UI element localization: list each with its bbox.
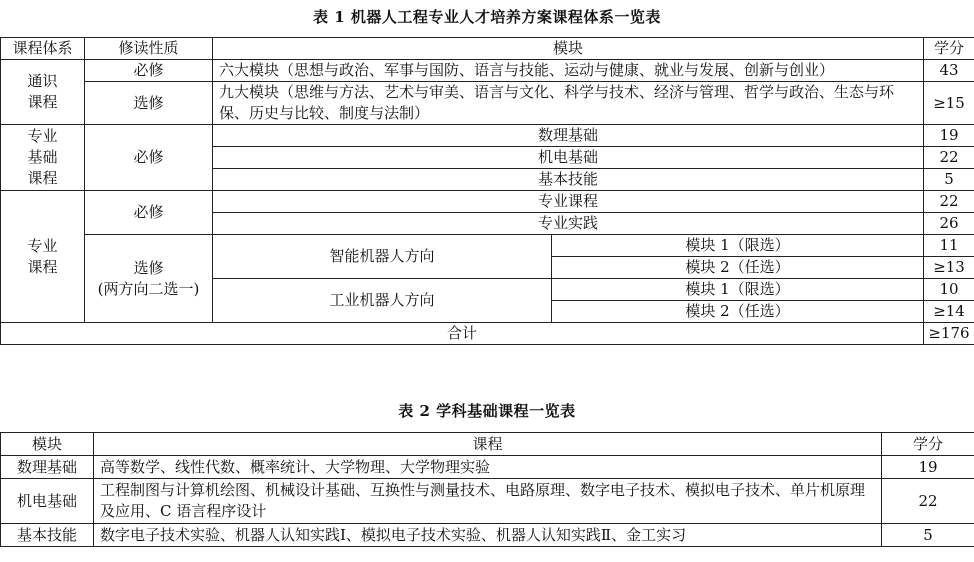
credit-cell: 19	[924, 125, 974, 147]
module-cell: 机电基础	[1, 479, 94, 524]
courses-cell: 高等数学、线性代数、概率统计、大学物理、大学物理实验	[94, 456, 882, 479]
credit-cell: ≥15	[924, 82, 974, 125]
table-row	[1, 479, 974, 524]
credit-cell: 5	[924, 169, 974, 191]
table-row	[1, 524, 974, 547]
total-credit: ≥176	[924, 323, 974, 345]
module-cell: 模块 2（任选）	[552, 301, 924, 323]
credit-cell: 22	[882, 479, 974, 524]
table-row	[1, 235, 974, 257]
foundation-courses-table	[0, 432, 974, 547]
table-row	[1, 191, 974, 213]
table-row	[1, 125, 974, 147]
module-cell: 专业实践	[213, 213, 924, 235]
credit-cell: 5	[882, 524, 974, 547]
credit-cell: 22	[924, 191, 974, 213]
module-cell: 九大模块（思维与方法、艺术与审美、语言与文化、科学与技术、经济与管理、哲学与政治、生态与环保、历史与比较、制度与法制）	[213, 82, 924, 125]
module-cell: 基本技能	[1, 524, 94, 547]
total-label: 合计	[1, 323, 924, 345]
credit-cell: 19	[882, 456, 974, 479]
header-courses: 课程	[94, 433, 882, 456]
direction-cell: 工业机器人方向	[213, 279, 552, 323]
courses-cell: 工程制图与计算机绘图、机械设计基础、互换性与测量技术、电路原理、数字电子技术、模拟电子技术、单片机原理及应用、C 语言程序设计	[94, 479, 882, 524]
module-cell: 数理基础	[1, 456, 94, 479]
table-row	[1, 456, 974, 479]
direction-cell: 智能机器人方向	[213, 235, 552, 279]
credit-cell: 10	[924, 279, 974, 301]
type-cell: 必修	[85, 191, 213, 235]
header-module: 模块	[213, 38, 924, 60]
credit-cell: 11	[924, 235, 974, 257]
courses-cell: 数字电子技术实验、机器人认知实践Ⅰ、模拟电子技术实验、机器人认知实践Ⅱ、金工实习	[94, 524, 882, 547]
module-cell: 专业课程	[213, 191, 924, 213]
module-cell: 模块 1（限选）	[552, 235, 924, 257]
credit-cell: 43	[924, 60, 974, 82]
module-cell: 基本技能	[213, 169, 924, 191]
table2-caption: 表 2 学科基础课程一览表	[398, 402, 576, 420]
type-cell: 必修	[85, 125, 213, 191]
module-cell: 机电基础	[213, 147, 924, 169]
module-cell: 数理基础	[213, 125, 924, 147]
header-system: 课程体系	[1, 38, 85, 60]
credit-cell: ≥13	[924, 257, 974, 279]
table1-caption: 表 1 机器人工程专业人才培养方案课程体系一览表	[313, 8, 661, 26]
credit-cell: 22	[924, 147, 974, 169]
module-cell: 模块 1（限选）	[552, 279, 924, 301]
total-row	[1, 323, 974, 345]
system-major: 专业 课程	[1, 191, 85, 323]
curriculum-system-table	[0, 37, 974, 345]
credit-cell: 26	[924, 213, 974, 235]
table-header-row	[1, 38, 974, 60]
header-credit: 学分	[882, 433, 974, 456]
system-general: 通识 课程	[1, 60, 85, 125]
table-row	[1, 82, 974, 125]
system-foundation: 专业 基础 课程	[1, 125, 85, 191]
module-cell: 六大模块（思想与政治、军事与国防、语言与技能、运动与健康、就业与发展、创新与创业）	[213, 60, 924, 82]
header-type: 修读性质	[85, 38, 213, 60]
header-module: 模块	[1, 433, 94, 456]
table-row	[1, 60, 974, 82]
module-cell: 模块 2（任选）	[552, 257, 924, 279]
credit-cell: ≥14	[924, 301, 974, 323]
table-header-row	[1, 433, 974, 456]
type-cell: 选修	[85, 82, 213, 125]
type-cell: 选修 (两方向二选一)	[85, 235, 213, 323]
header-credit: 学分	[924, 38, 974, 60]
type-cell: 必修	[85, 60, 213, 82]
